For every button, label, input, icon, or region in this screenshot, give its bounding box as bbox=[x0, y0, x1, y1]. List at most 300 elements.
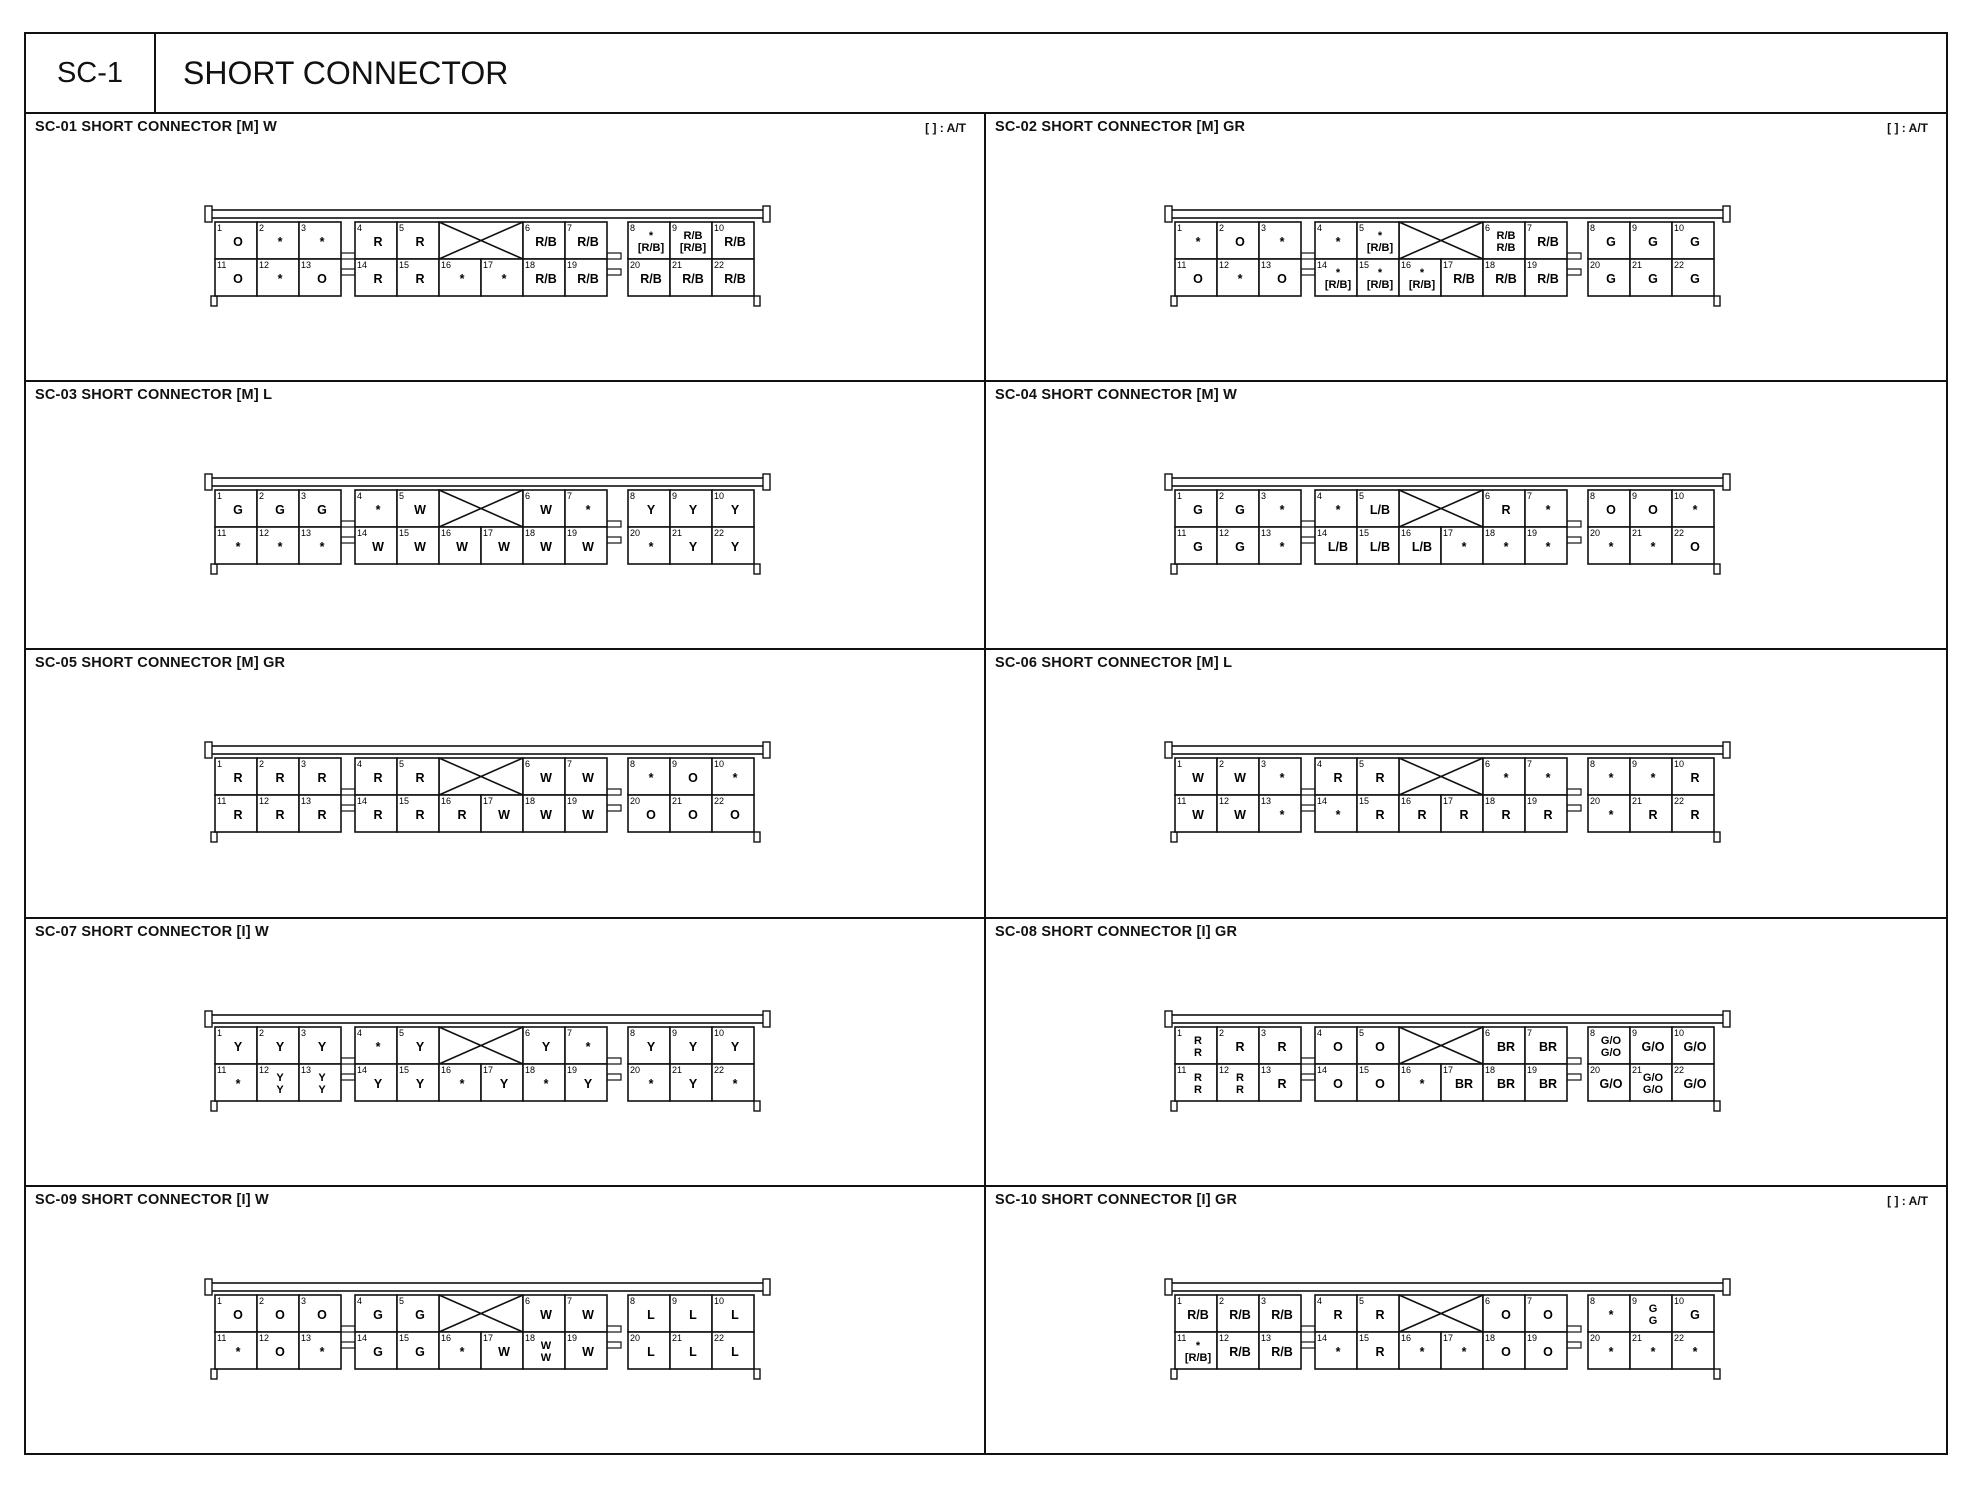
pin-cell bbox=[215, 527, 257, 564]
pin-cell bbox=[1483, 1295, 1525, 1332]
connector-title: SC-10 SHORT CONNECTOR [I] GR bbox=[995, 1191, 1238, 1208]
pin-wire-color: * bbox=[277, 272, 283, 286]
connector-diagram bbox=[209, 474, 769, 584]
pin-cell bbox=[1672, 795, 1714, 832]
pin-cell bbox=[1357, 259, 1399, 296]
pin-cell bbox=[257, 1295, 299, 1332]
connector-title: SC-05 SHORT CONNECTOR [M] GR bbox=[35, 655, 286, 672]
pin-wire-color: O bbox=[233, 235, 243, 249]
pin-cell bbox=[670, 795, 712, 832]
pin-number: 12 bbox=[1219, 260, 1230, 270]
pin-number: 17 bbox=[1443, 1332, 1454, 1343]
pin-cell bbox=[355, 1295, 397, 1332]
pin-wire-color: R/B bbox=[1537, 235, 1559, 249]
connector-bridge bbox=[1567, 1074, 1581, 1080]
pin-cell bbox=[1525, 490, 1567, 527]
pin-wire-color: R/B bbox=[1537, 272, 1559, 286]
pin-number: 17 bbox=[483, 1064, 494, 1075]
connector-bridge bbox=[1567, 253, 1581, 259]
pin-number: 18 bbox=[525, 796, 536, 807]
connector-bridge bbox=[341, 521, 355, 527]
pin-cell bbox=[1441, 259, 1483, 296]
pin-cell bbox=[523, 527, 565, 564]
pin-cell bbox=[355, 1027, 397, 1064]
pin-cell bbox=[1217, 259, 1259, 296]
pin-cell bbox=[1259, 1295, 1301, 1332]
pin-number: 10 bbox=[1674, 491, 1685, 502]
pin-wire-color: * bbox=[1503, 540, 1509, 555]
connector-panel bbox=[26, 650, 986, 918]
pin-number: 22 bbox=[714, 796, 725, 807]
pin-number: 4 bbox=[357, 223, 363, 233]
pin-cell bbox=[565, 1295, 607, 1332]
pin-cell bbox=[1175, 1295, 1217, 1332]
pin-cell bbox=[355, 222, 397, 259]
pin-cell bbox=[1175, 490, 1217, 527]
connector-foot bbox=[1171, 1369, 1177, 1379]
connector-panel bbox=[986, 650, 1946, 918]
pin-wire-color: R bbox=[233, 808, 243, 823]
pin-wire-color: W bbox=[540, 808, 552, 823]
pin-wire-color: L bbox=[731, 1307, 739, 1322]
pin-wire-color: BR bbox=[1496, 1076, 1516, 1091]
connector-bridge bbox=[1301, 805, 1315, 811]
pin-wire-color: O bbox=[1333, 1039, 1343, 1054]
pin-cell bbox=[628, 1295, 670, 1332]
pin-number: 14 bbox=[1317, 260, 1328, 270]
pin-number: 5 bbox=[1359, 1295, 1365, 1306]
connector-foot bbox=[211, 564, 217, 574]
pin-cell bbox=[523, 1064, 565, 1101]
pin-cell bbox=[397, 1027, 439, 1064]
pin-number: 15 bbox=[399, 1064, 410, 1075]
pin-wire-color: W bbox=[582, 1307, 594, 1322]
pin-wire-color: G bbox=[1690, 1307, 1700, 1322]
pin-wire-color: Y bbox=[499, 1076, 509, 1091]
connector-bridge bbox=[607, 805, 621, 811]
pin-wire-color: R bbox=[1375, 1344, 1385, 1359]
pin-wire-color: * bbox=[235, 1076, 241, 1091]
pin-cell bbox=[397, 490, 439, 527]
pin-number: 20 bbox=[630, 796, 641, 807]
pin-cell bbox=[1217, 527, 1259, 564]
pin-wire-color: * bbox=[1608, 540, 1614, 555]
pin-cell bbox=[565, 222, 607, 259]
pin-number: 22 bbox=[714, 528, 725, 539]
pin-cell bbox=[1588, 1295, 1630, 1332]
pin-number: 8 bbox=[630, 1295, 636, 1306]
pin-cell bbox=[712, 490, 754, 527]
pin-cell bbox=[670, 758, 712, 795]
pin-cell bbox=[1357, 1295, 1399, 1332]
pin-cell bbox=[355, 1332, 397, 1369]
pin-wire-color: * bbox=[277, 235, 283, 249]
pin-wire-color: * bbox=[319, 1344, 325, 1359]
pin-cell bbox=[215, 1027, 257, 1064]
pin-number: 19 bbox=[1527, 528, 1538, 539]
pin-wire-color: Y bbox=[730, 503, 740, 518]
pin-number: 2 bbox=[1219, 1027, 1225, 1038]
pin-number: 13 bbox=[301, 1332, 312, 1343]
connector-title: SC-01 SHORT CONNECTOR [M] W bbox=[35, 119, 277, 135]
pin-cell bbox=[1315, 1332, 1357, 1369]
pin-wire-color: O bbox=[1501, 1344, 1511, 1359]
pin-wire-color: W bbox=[582, 1344, 594, 1359]
pin-wire-color: Y bbox=[688, 1039, 698, 1054]
pin-wire-color: * bbox=[1545, 503, 1551, 518]
pin-cell bbox=[355, 527, 397, 564]
pin-number: 15 bbox=[399, 528, 410, 539]
pin-wire-color: BR bbox=[1538, 1076, 1558, 1091]
pin-wire-color: G/O bbox=[1600, 1034, 1622, 1047]
pin-cell bbox=[523, 1332, 565, 1369]
pin-cell bbox=[1525, 1332, 1567, 1369]
pin-cell bbox=[439, 527, 481, 564]
pin-cell bbox=[1315, 490, 1357, 527]
pin-cell bbox=[481, 527, 523, 564]
connector-foot bbox=[1171, 564, 1177, 574]
pin-cell bbox=[1399, 259, 1441, 296]
connector-foot bbox=[1714, 296, 1720, 306]
pin-number: 11 bbox=[217, 528, 227, 539]
pin-number: 7 bbox=[567, 1295, 573, 1306]
pin-number: 16 bbox=[441, 528, 452, 539]
pin-number: 15 bbox=[399, 260, 410, 270]
pin-wire-color: R bbox=[373, 272, 383, 286]
pin-number: 7 bbox=[1527, 223, 1533, 233]
pin-wire-color: R bbox=[1194, 1034, 1202, 1047]
pin-cell bbox=[1357, 795, 1399, 832]
pin-cell bbox=[712, 795, 754, 832]
pin-wire-color: Y bbox=[275, 1039, 285, 1054]
pin-wire-color: [R/B] bbox=[1408, 279, 1436, 291]
pin-cell bbox=[1259, 527, 1301, 564]
pin-number: 8 bbox=[1590, 1295, 1596, 1306]
pin-cell bbox=[1441, 527, 1483, 564]
pin-cell bbox=[670, 1295, 712, 1332]
pin-number: 21 bbox=[672, 260, 683, 270]
pin-cell bbox=[628, 1027, 670, 1064]
pin-cell bbox=[1175, 527, 1217, 564]
pin-wire-color: R bbox=[373, 771, 383, 786]
pin-cell bbox=[1357, 490, 1399, 527]
pin-number: 9 bbox=[672, 759, 678, 770]
pin-number: 10 bbox=[1674, 759, 1685, 770]
pin-cell bbox=[257, 1064, 299, 1101]
pin-number: 20 bbox=[1590, 796, 1601, 807]
pin-wire-color: G bbox=[1235, 540, 1245, 555]
pin-wire-color: G/O bbox=[1600, 1046, 1622, 1059]
connector-bridge bbox=[607, 269, 621, 275]
pin-number: 5 bbox=[1359, 223, 1365, 233]
pin-number: 1 bbox=[217, 1295, 223, 1306]
pin-wire-color: [R/B] bbox=[679, 242, 707, 254]
pin-cell bbox=[299, 1332, 341, 1369]
pin-cell bbox=[1672, 1027, 1714, 1064]
pin-wire-color: R bbox=[373, 808, 383, 823]
pin-wire-color: W bbox=[540, 771, 552, 786]
pin-number: 7 bbox=[1527, 1295, 1533, 1306]
pin-cell bbox=[1315, 1295, 1357, 1332]
pin-number: 4 bbox=[1317, 491, 1323, 502]
pin-cell bbox=[712, 1064, 754, 1101]
pin-number: 16 bbox=[441, 1332, 452, 1343]
pin-number: 2 bbox=[259, 1027, 265, 1038]
pin-wire-color: * bbox=[1335, 808, 1341, 823]
connector-foot bbox=[1714, 832, 1720, 842]
pin-number: 21 bbox=[672, 528, 683, 539]
pin-wire-color: * bbox=[501, 272, 507, 286]
pin-number: 3 bbox=[301, 491, 307, 502]
pin-cell bbox=[1630, 490, 1672, 527]
pin-cell bbox=[1525, 259, 1567, 296]
pin-number: 22 bbox=[714, 260, 725, 270]
pin-number: 21 bbox=[1632, 1064, 1643, 1075]
pin-wire-color: R bbox=[373, 235, 383, 249]
pin-wire-color: O bbox=[1375, 1039, 1385, 1054]
pin-wire-color: O bbox=[1648, 503, 1658, 518]
pin-number: 6 bbox=[525, 491, 531, 502]
pin-cell bbox=[1588, 259, 1630, 296]
connector-foot bbox=[754, 296, 760, 306]
pin-cell bbox=[1672, 490, 1714, 527]
pin-cell bbox=[1630, 1027, 1672, 1064]
pin-cell bbox=[1217, 758, 1259, 795]
connector-bridge bbox=[341, 537, 355, 543]
pin-cell bbox=[628, 1064, 670, 1101]
connector-bridge bbox=[341, 805, 355, 811]
pin-wire-color: L bbox=[731, 1344, 739, 1359]
pin-wire-color: * bbox=[1279, 771, 1285, 786]
pin-cell bbox=[628, 795, 670, 832]
pin-number: 10 bbox=[1674, 223, 1685, 233]
pin-number: 22 bbox=[714, 1332, 725, 1343]
pin-wire-color: * bbox=[1692, 503, 1698, 518]
pin-wire-color: G/O bbox=[1641, 1039, 1665, 1054]
pin-number: 20 bbox=[1590, 1064, 1601, 1075]
pin-number: 9 bbox=[672, 491, 678, 502]
pin-cell bbox=[1483, 1332, 1525, 1369]
pin-wire-color: G bbox=[1690, 235, 1700, 249]
pin-wire-color: G/O bbox=[1642, 1083, 1664, 1096]
connector-lock-tab bbox=[763, 1011, 770, 1027]
pin-number: 3 bbox=[1261, 1295, 1267, 1306]
pin-wire-color: R/B bbox=[1496, 242, 1516, 254]
connector-lock-tab bbox=[205, 1011, 212, 1027]
connector-diagram bbox=[1169, 1279, 1729, 1389]
connector-bridge bbox=[1567, 1326, 1581, 1332]
connector-panel bbox=[986, 1187, 1946, 1455]
connector-foot bbox=[1171, 832, 1177, 842]
pin-wire-color: R bbox=[415, 808, 425, 823]
pin-wire-color: * bbox=[732, 1076, 738, 1091]
connector-panel bbox=[26, 919, 986, 1187]
connector-panel bbox=[986, 114, 1946, 382]
pin-number: 14 bbox=[1317, 1332, 1328, 1343]
pin-cell bbox=[670, 527, 712, 564]
pin-wire-color: * bbox=[1279, 808, 1285, 823]
pin-wire-color: Y bbox=[730, 1039, 740, 1054]
pin-wire-color: R/B bbox=[535, 272, 557, 286]
pin-wire-color: O bbox=[317, 272, 327, 286]
pin-cell bbox=[1259, 758, 1301, 795]
pin-cell bbox=[1357, 527, 1399, 564]
pin-cell bbox=[299, 1064, 341, 1101]
connector-title: SC-08 SHORT CONNECTOR [I] GR bbox=[995, 923, 1238, 940]
pin-wire-color: BR bbox=[1496, 1039, 1516, 1054]
connector-housing-bar bbox=[1169, 210, 1726, 218]
connector-foot bbox=[211, 832, 217, 842]
pin-cell bbox=[1217, 1064, 1259, 1101]
pin-wire-color: * bbox=[648, 230, 654, 242]
pin-cell bbox=[215, 758, 257, 795]
pin-cell bbox=[1217, 490, 1259, 527]
pin-cell bbox=[1315, 1027, 1357, 1064]
connector-bridge bbox=[341, 789, 355, 795]
pin-number: 3 bbox=[301, 223, 307, 233]
pin-wire-color: O bbox=[1333, 1076, 1343, 1091]
pin-cell bbox=[712, 527, 754, 564]
pin-cell bbox=[628, 758, 670, 795]
connector-title: SC-07 SHORT CONNECTOR [I] W bbox=[35, 923, 269, 940]
pin-cell bbox=[1630, 758, 1672, 795]
pin-number: 19 bbox=[1527, 260, 1538, 270]
pin-number: 11 bbox=[217, 796, 227, 807]
pin-cell bbox=[257, 758, 299, 795]
connector-bridge bbox=[607, 253, 621, 259]
pin-cell bbox=[1483, 259, 1525, 296]
pin-number: 3 bbox=[1261, 491, 1267, 502]
connector-lock-tab bbox=[205, 474, 212, 490]
connector-diagram bbox=[209, 1279, 769, 1389]
pin-wire-color: * bbox=[459, 272, 465, 286]
connector-bridge bbox=[341, 1074, 355, 1080]
pin-cell bbox=[523, 222, 565, 259]
sheet-code: SC-1 bbox=[26, 34, 156, 112]
pin-cell bbox=[565, 758, 607, 795]
pin-wire-color: G bbox=[1606, 235, 1616, 249]
pin-wire-color: R bbox=[1333, 771, 1343, 786]
pin-number: 4 bbox=[357, 759, 363, 770]
pin-cell bbox=[1672, 1295, 1714, 1332]
pin-number: 12 bbox=[259, 1332, 270, 1343]
pin-cell bbox=[481, 1064, 523, 1101]
pin-cell bbox=[565, 1027, 607, 1064]
pin-number: 20 bbox=[630, 528, 641, 539]
pin-number: 9 bbox=[1632, 1295, 1638, 1306]
pin-number: 15 bbox=[1359, 260, 1370, 270]
pin-wire-color: W bbox=[498, 1344, 510, 1359]
pin-wire-color: R/B bbox=[1229, 1344, 1251, 1359]
pin-wire-color: Y bbox=[688, 1076, 698, 1091]
pin-number: 17 bbox=[1443, 796, 1454, 807]
pin-cell bbox=[1175, 1027, 1217, 1064]
connector-lock-tab bbox=[1165, 742, 1172, 758]
connector-bridge bbox=[1301, 537, 1315, 543]
pin-cell bbox=[355, 490, 397, 527]
pin-number: 18 bbox=[1485, 1332, 1496, 1343]
pin-cell bbox=[1483, 222, 1525, 259]
pin-cell bbox=[215, 222, 257, 259]
pin-cell bbox=[1259, 1064, 1301, 1101]
pin-cell bbox=[1175, 795, 1217, 832]
connector-panel bbox=[986, 382, 1946, 650]
pin-number: 14 bbox=[357, 796, 368, 807]
pin-wire-color: * bbox=[1650, 1344, 1656, 1359]
connector-lock-tab bbox=[1165, 1011, 1172, 1027]
pin-cell bbox=[1399, 527, 1441, 564]
pin-number: 1 bbox=[1177, 223, 1183, 233]
pin-number: 7 bbox=[567, 223, 573, 233]
pin-wire-color: O bbox=[1375, 1076, 1385, 1091]
pin-number: 19 bbox=[1527, 1332, 1538, 1343]
pin-wire-color: Y bbox=[276, 1071, 284, 1084]
pin-cell bbox=[1357, 1332, 1399, 1369]
pin-wire-color: R bbox=[1236, 1071, 1244, 1084]
pin-number: 20 bbox=[1590, 528, 1601, 539]
pin-number: 4 bbox=[1317, 1295, 1323, 1306]
pin-cell bbox=[670, 1332, 712, 1369]
connector-panel bbox=[26, 114, 986, 382]
pin-number: 3 bbox=[1261, 223, 1267, 233]
pin-wire-color: R bbox=[275, 808, 285, 823]
connector-diagram bbox=[1169, 474, 1729, 584]
pin-number: 18 bbox=[1485, 528, 1496, 539]
connector-title: SC-04 SHORT CONNECTOR [M] W bbox=[995, 387, 1237, 404]
pin-cell bbox=[1630, 222, 1672, 259]
pin-number: 5 bbox=[399, 491, 405, 502]
pin-cell bbox=[439, 259, 481, 296]
pin-number: 12 bbox=[1219, 796, 1230, 807]
pin-cell bbox=[1630, 259, 1672, 296]
pin-wire-color: W bbox=[414, 540, 426, 555]
pin-number: 12 bbox=[1219, 1064, 1230, 1075]
pin-cell bbox=[565, 490, 607, 527]
pin-cell bbox=[670, 222, 712, 259]
connector-bridge bbox=[607, 1342, 621, 1348]
connector-note: [ ] : A/T bbox=[925, 121, 966, 135]
pin-number: 3 bbox=[301, 1027, 307, 1038]
pin-cell bbox=[299, 795, 341, 832]
pin-number: 19 bbox=[567, 528, 578, 539]
pin-cell bbox=[565, 795, 607, 832]
connector-housing-bar bbox=[1169, 1015, 1726, 1023]
pin-number: 14 bbox=[1317, 796, 1328, 807]
pin-wire-color: R bbox=[1194, 1083, 1202, 1096]
pin-wire-color: O bbox=[233, 272, 243, 286]
pin-wire-color: Y bbox=[688, 503, 698, 518]
pin-wire-color: Y bbox=[415, 1039, 425, 1054]
pin-wire-color: * bbox=[648, 1076, 654, 1091]
pin-number: 5 bbox=[399, 759, 405, 770]
connector-bridge bbox=[1301, 1342, 1315, 1348]
connector-bridge bbox=[341, 269, 355, 275]
connector-housing-bar bbox=[209, 478, 766, 486]
pin-cell bbox=[1217, 1332, 1259, 1369]
pin-cell bbox=[1399, 1064, 1441, 1101]
connector-foot bbox=[211, 1101, 217, 1111]
pin-wire-color: L bbox=[689, 1307, 697, 1322]
pin-wire-color: R/B bbox=[1229, 1307, 1251, 1322]
pin-cell bbox=[1259, 1027, 1301, 1064]
pin-wire-color: R bbox=[1648, 808, 1658, 823]
pin-number: 6 bbox=[525, 759, 531, 770]
pin-wire-color: Y bbox=[646, 503, 656, 518]
pin-number: 12 bbox=[259, 1064, 270, 1075]
pin-number: 22 bbox=[1674, 260, 1685, 270]
pin-wire-color: * bbox=[1335, 1344, 1341, 1359]
pin-wire-color: * bbox=[1461, 1344, 1467, 1359]
